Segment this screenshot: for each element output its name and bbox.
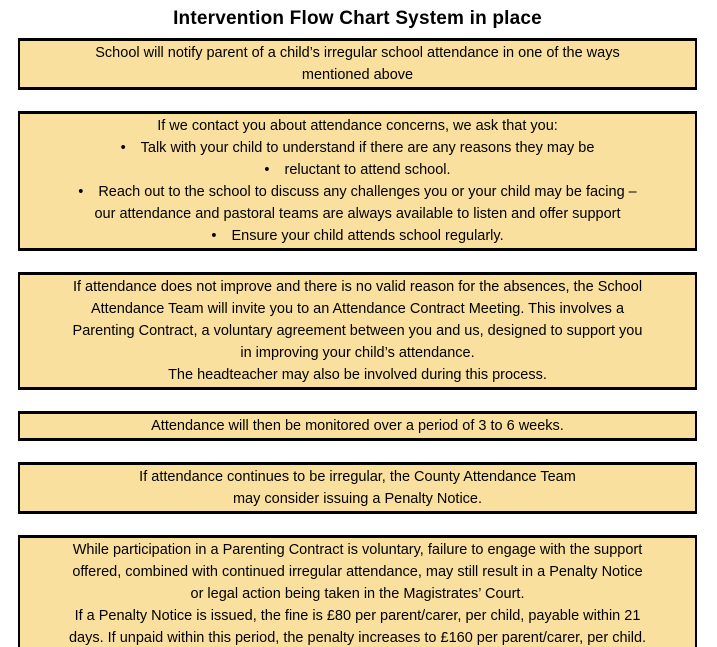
flow-box-line — [26, 466, 689, 488]
flow-box-penalty-details — [18, 535, 697, 647]
flow-box-line — [26, 415, 689, 437]
flow-box-line-text: days. If unpaid within this period, the penalty increases to £160 per parent/carer, per child. — [68, 630, 647, 646]
flow-box-line — [26, 181, 689, 203]
flow-box-line-text: If attendance continues to be irregular, the County Attendance Team — [139, 469, 576, 485]
flow-box-line — [26, 342, 689, 364]
flow-box-line — [26, 583, 689, 605]
flow-box-line-text: Attendance Team will invite you to an Attendance Contract Meeting. This involves a — [90, 301, 625, 317]
flow-box-line-text: Attendance will then be monitored over a period of 3 to 6 weeks. — [151, 418, 564, 434]
flow-box-line — [26, 539, 689, 561]
bullet-icon: • — [211, 228, 217, 244]
bullet-icon: • — [78, 184, 84, 200]
flow-box-line-text: Talk with your child to understand if there are any reasons they may be — [140, 140, 595, 156]
flow-box-line-text: School will notify parent of a child’s irregular school attendance in one of the ways — [95, 45, 620, 61]
flow-box-line — [26, 137, 689, 159]
flow-box-line — [26, 627, 689, 647]
flow-box-line-text: or legal action being taken in the Magistrates’ Court. — [190, 586, 525, 602]
bullet-icon: • — [264, 162, 270, 178]
flow-box-line — [26, 364, 689, 386]
flow-box-line-text: our attendance and pastoral teams are always available to listen and offer support — [94, 206, 621, 222]
flow-box-contact-requests — [18, 111, 697, 251]
flow-box-line — [26, 298, 689, 320]
flow-chart — [18, 38, 697, 647]
flow-box-line — [26, 115, 689, 137]
flow-box-line-text: mentioned above — [301, 67, 414, 83]
flow-box-line — [26, 159, 689, 181]
flow-box-attendance-contract-meeting — [18, 272, 697, 390]
bullet-icon: • — [120, 140, 126, 156]
page-title: Intervention Flow Chart System in place — [173, 8, 542, 29]
flow-box-notify-parents — [18, 38, 697, 90]
flow-box-line — [26, 488, 689, 510]
flow-box-line-text: may consider issuing a Penalty Notice. — [232, 491, 483, 507]
flow-box-line-text: While participation in a Parenting Contract is voluntary, failure to engage with the support — [72, 542, 643, 558]
flow-box-monitoring-period — [18, 411, 697, 441]
flow-box-line-text: Ensure your child attends school regularly. — [231, 228, 504, 244]
flow-box-penalty-notice-consideration — [18, 462, 697, 514]
flow-box-line — [26, 225, 689, 247]
flow-box-line-text: If we contact you about attendance concerns, we ask that you: — [157, 118, 558, 134]
flow-box-line — [26, 64, 689, 86]
flow-box-line-text: If attendance does not improve and there is no valid reason for the absences, the School — [72, 279, 643, 295]
flow-box-line-text: The headteacher may also be involved during this process. — [168, 367, 547, 383]
flow-box-line — [26, 276, 689, 298]
flow-box-line-text: Reach out to the school to discuss any challenges you or your child may be facing – — [98, 184, 637, 200]
flow-box-line — [26, 203, 689, 225]
flow-box-line — [26, 320, 689, 342]
flow-box-line-text: in improving your child’s attendance. — [240, 345, 475, 361]
flow-box-line-text: Parenting Contract, a voluntary agreement between you and us, designed to support you — [72, 323, 643, 339]
flow-box-line — [26, 42, 689, 64]
flow-box-line — [26, 605, 689, 627]
flow-box-line-text: If a Penalty Notice is issued, the fine is £80 per parent/carer, per child, payable within 21 — [74, 608, 641, 624]
flow-box-line — [26, 561, 689, 583]
flow-box-line-text: reluctant to attend school. — [284, 162, 451, 178]
flow-box-line-text: offered, combined with continued irregular attendance, may still result in a Penalty Notice — [72, 564, 643, 580]
